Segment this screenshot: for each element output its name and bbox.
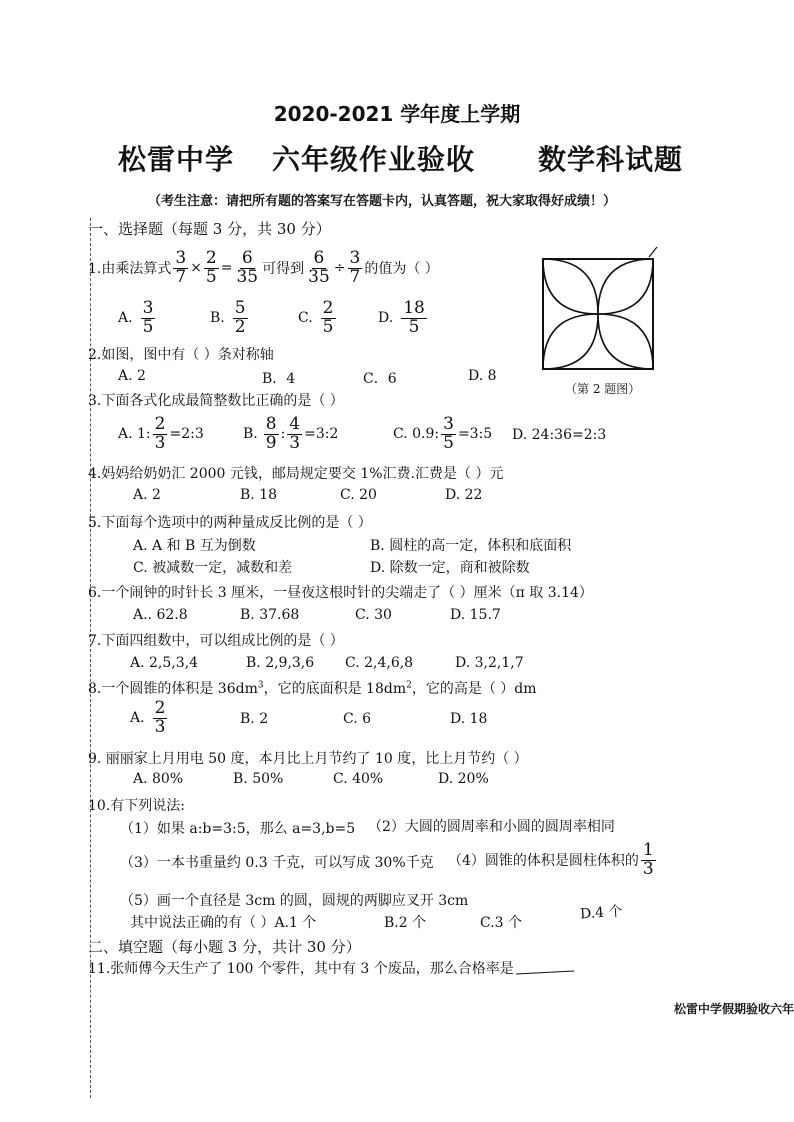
- q3-option-b: B. $\frac{8}{9}$ : $\frac{4}{3}$ =3:2: [243, 414, 339, 453]
- q4-option-d: D. 22: [445, 487, 483, 503]
- q9-option-b: B. 50%: [233, 771, 284, 787]
- q8-option-b: B. 2: [240, 711, 269, 727]
- exam-notice: （考生注意：请把所有题的答案写在答题卡内，认真答题，祝大家取得好成绩！）: [148, 194, 617, 209]
- section-1-title: 一、选择题（每题 3 分，共 30 分）: [88, 220, 331, 238]
- fraction: $\frac{3}{7}$: [349, 248, 361, 287]
- grade-title: 六年级作业验收: [272, 143, 476, 176]
- question-2: 2.如图，图中有（ ）条对称轴: [88, 347, 274, 363]
- fraction: $\frac{5}{2}$: [234, 298, 246, 337]
- fraction: $\frac{4}{3}$: [289, 414, 301, 453]
- school-name: 松雷中学: [118, 143, 235, 176]
- section-2-title: 二、填空题（每小题 3 分，共计 30 分）: [88, 938, 361, 956]
- figure-petals: [543, 259, 653, 369]
- year-term-title: 2020-2021 学年度上学期: [273, 102, 521, 126]
- q1-text-mid: 可得到: [262, 261, 305, 278]
- q10-option-d: D.4 个: [579, 903, 624, 923]
- q5-option-c: C. 被减数一定，减数和差: [133, 560, 293, 576]
- q2-option-c: C．6: [363, 371, 397, 387]
- q2-option-d: D. 8: [468, 368, 497, 384]
- fraction: $\frac{2}{5}$: [205, 248, 217, 287]
- q1-option-c: C. $\frac{2}{5}$: [298, 298, 334, 337]
- page-footer: 松雷中学假期验收六年: [673, 1002, 794, 1016]
- q8-option-c: C. 6: [343, 711, 372, 727]
- q1-option-b: B. $\frac{5}{2}$: [210, 298, 246, 337]
- q9-option-d: D. 20%: [438, 771, 489, 787]
- q1-text-pre: 1.由乘法算式: [88, 261, 172, 278]
- q4-option-a: A. 2: [133, 487, 161, 503]
- q2-figure-caption: （第 2 题图）: [565, 382, 641, 396]
- fraction: $\frac{6}{35}$: [308, 248, 330, 287]
- q5-option-b: B. 圆柱的高一定，体积和底面积: [370, 538, 572, 554]
- q2-option-b: B．4: [262, 371, 296, 387]
- q3-option-d: D. 24:36=2:3: [512, 427, 607, 443]
- fraction: $\frac{18}{5}$: [403, 298, 425, 337]
- q4-option-b: B. 18: [240, 487, 278, 503]
- q2-option-a: A. 2: [118, 368, 146, 384]
- q9-option-c: C. 40%: [333, 771, 384, 787]
- question-11: 11.张师傅今天生产了 100 个零件，其中有 3 个废品，那么合格率是: [88, 958, 574, 978]
- q6-option-d: D. 15.7: [450, 607, 501, 623]
- q10-option-b: B.2 个: [384, 915, 427, 931]
- fraction: $\frac{3}{7}$: [175, 248, 187, 287]
- q10-option-c: C.3 个: [480, 915, 523, 931]
- question-1: 1.由乘法算式 $\frac{3}{7}$ × $\frac{2}{5}$ = $\frac{6}{35}$ 可得到 $\frac{6}{35}$ ÷ $\frac{3}{7}$ 的值为（ ）: [88, 248, 439, 287]
- q4-option-c: C. 20: [340, 487, 377, 503]
- fraction: $\frac{8}{9}$: [265, 414, 277, 453]
- q10-statement-3: （3）一本书重量约 0.3 千克，可以写成 30%千克: [120, 855, 434, 871]
- fraction: $\frac{6}{35}$: [236, 248, 259, 287]
- q10-question: 其中说法正确的有（ ）A.1 个: [130, 915, 317, 931]
- q1-text-post: 的值为（ ）: [364, 261, 439, 278]
- q5-option-a: A. A 和 B 互为倒数: [133, 538, 256, 554]
- fraction: $\frac{3}{5}$: [443, 414, 454, 453]
- question-7: 7.下面四组数中，可以组成比例的是（ ）: [88, 633, 344, 649]
- question-3: 3.下面各式化成最简整数比正确的是（ ）: [88, 393, 344, 409]
- fraction: $\frac{1}{3}$: [642, 840, 654, 879]
- q3-option-c: C. 0.9: $\frac{3}{5}$ =3:5: [393, 414, 493, 453]
- q10-statement-4: （4）圆锥的体积是圆柱体积的 $\frac{1}{3}$: [448, 840, 654, 879]
- question-10: 10.有下列说法:: [88, 798, 185, 814]
- subject-title: 数学科试题: [538, 143, 684, 176]
- q5-option-d: D. 除数一定，商和被除数: [370, 560, 530, 576]
- fraction: $\frac{2}{5}$: [322, 298, 334, 337]
- q7-option-a: A. 2,5,3,4: [130, 655, 198, 671]
- q10-statement-1: （1）如果 a:b=3:5，那么 a=3,b=5: [120, 821, 356, 837]
- q10-statement-2: （2）大圆的圆周率和小圆的圆周率相同: [368, 819, 615, 835]
- q8-option-d: D. 18: [450, 711, 488, 727]
- fraction: $\frac{2}{3}$: [154, 698, 166, 737]
- question-8: 8.一个圆锥的体积是 $36dm^3$，它的底面积是 $18dm^2$，它的高是（ ）dm: [88, 680, 537, 697]
- q6-option-a: A.. 62.8: [133, 607, 188, 623]
- q8-option-a: A. $\frac{2}{3}$: [130, 698, 166, 737]
- q1-option-d: D. $\frac{18}{5}$: [378, 298, 425, 337]
- question-4: 4.妈妈给奶奶汇 2000 元钱，邮局规定要交 1%汇费.汇费是（ ）元: [88, 466, 504, 482]
- q3-option-a: A. 1: $\frac{2}{3}$ =2:3: [118, 414, 204, 453]
- q9-option-a: A. 80%: [133, 771, 184, 787]
- answer-blank: [516, 970, 574, 974]
- question-5: 5.下面每个选项中的两种量成反比例的是（ ）: [88, 515, 372, 531]
- question-9: 9. 丽丽家上月用电 50 度，本月比上月节约了 10 度，比上月节约（ ）: [88, 751, 528, 767]
- q2-figure-square-with-petals: [535, 245, 665, 380]
- q7-option-d: D. 3,2,1,7: [455, 655, 524, 671]
- q7-option-c: C. 2,4,6,8: [345, 655, 414, 671]
- q6-option-c: C. 30: [355, 607, 392, 623]
- q6-option-b: B. 37.68: [240, 607, 300, 623]
- fraction: $\frac{2}{3}$: [154, 414, 166, 453]
- q10-statement-5: （5）画一个直径是 3cm 的圆，圆规的两脚应叉开 3cm: [120, 893, 469, 909]
- question-6: 6.一个闹钟的时针长 3 厘米，一昼夜这根时针的尖端走了（ ）厘米（π 取 3.14）: [88, 585, 593, 601]
- q7-option-b: B. 2,9,3,6: [246, 655, 315, 671]
- q1-option-a: A. $\frac{3}{5}$: [118, 298, 154, 337]
- fraction: $\frac{3}{5}$: [142, 298, 154, 337]
